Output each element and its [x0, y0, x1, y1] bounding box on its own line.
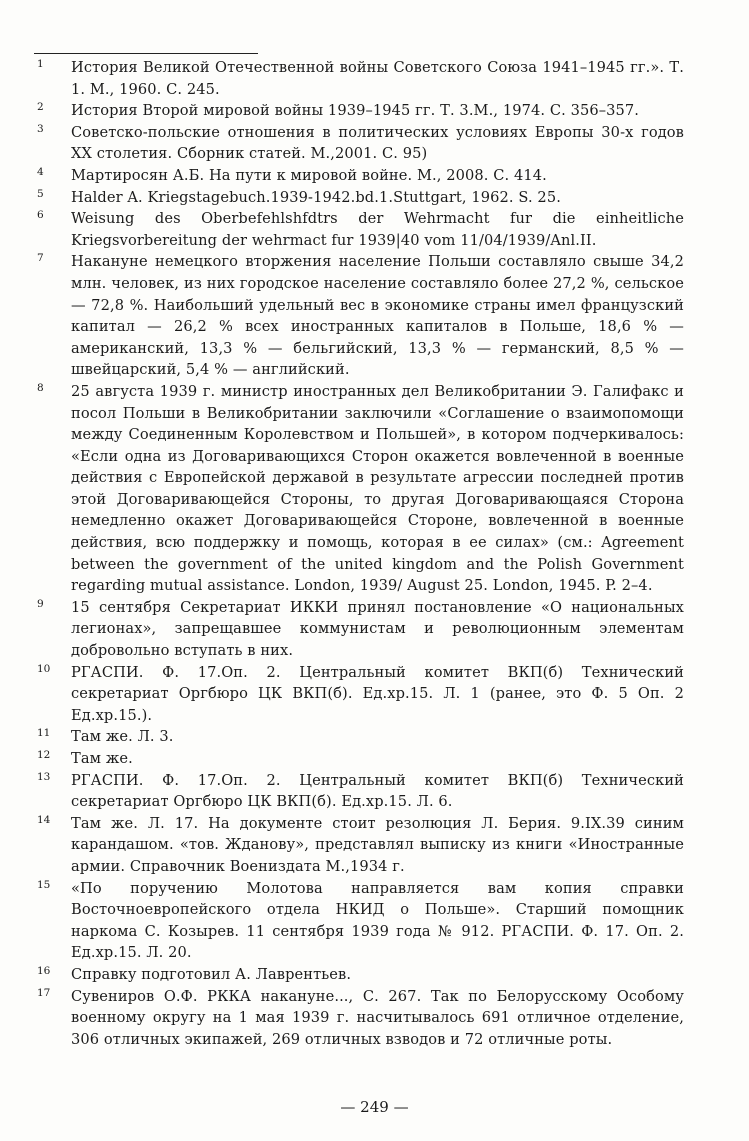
footnote-text: Накануне немецкого вторжения население Польши составляло свыше 34,2 млн. человек, из них городское население составляло более 27,2 %, сельское — 72,8 %. Наибольший удельный вес в экономике страны имел французский капитал — 26,2 % всех иностранных капиталов в Польше, 18,6 % — американский, 13,3 % — бельгийский, 13,3 % — германский, 8,5 % — швейцарский, 5,4 % — английский.: [71, 253, 684, 379]
footnote-text: Там же. Л. 17. На документе стоит резолюция Л. Берия. 9.IX.39 синим карандашом. «тов. Жданову», представлял выписку из книги «Иностранные армии. Справочник Воениздата М.,1934 г.: [71, 814, 684, 875]
footnote-text: Там же. Л. 3.: [71, 728, 174, 746]
footnote-number: 11: [37, 727, 51, 740]
footnote-7: [34, 251, 684, 381]
footnote-13: [34, 770, 684, 813]
footnote-text: «По поручению Молотова направляется вам копия справки Восточноевропейского отдела НКИД о Польше». Старший помощник наркома С. Козырев. 11 сентября 1939 года № 912. РГАСПИ. Ф. 17. Оп. 2. Ед.хр.15. Л. 20.: [71, 879, 684, 962]
footnote-8: [34, 381, 684, 597]
footnote-number: 14: [37, 813, 51, 826]
footnote-2: [34, 100, 684, 122]
footnote-text: Мартиросян А.Б. На пути к мировой войне. М., 2008. С. 414.: [71, 166, 547, 184]
footnote-text: РГАСПИ. Ф. 17.Оп. 2. Центральный комитет ВКП(б) Технический секретариат Оргбюро ЦК ВКП(б). Ед.хр.15. Л. 1 (ранее, это Ф. 5 Оп. 2 Ед.хр.15.).: [71, 663, 684, 724]
footnote-number: 7: [37, 252, 44, 265]
footnote-separator: [34, 53, 258, 54]
footnote-9: [34, 597, 684, 662]
footnote-number: 8: [37, 381, 44, 394]
footnote-12: [34, 748, 684, 770]
footnote-number: 4: [37, 165, 44, 178]
footnote-number: 9: [37, 597, 44, 610]
footnote-number: 17: [37, 986, 51, 999]
footnote-text: Halder A. Kriegstagebuch.1939-1942.bd.1.Stuttgart, 1962. S. 25.: [71, 188, 561, 206]
footnote-11: [34, 726, 684, 748]
footnotes-list: [34, 57, 684, 1050]
footnote-text: Справку подготовил А. Лаврентьев.: [71, 965, 352, 983]
footnote-1: [34, 57, 684, 100]
footnote-number: 2: [37, 101, 44, 114]
footnote-3: [34, 122, 684, 165]
footnote-number: 13: [37, 770, 51, 783]
footnote-number: 15: [37, 878, 51, 891]
footnote-number: 1: [37, 58, 44, 70]
footnote-text: Там же.: [71, 750, 133, 767]
footnote-text: История Второй мировой войны 1939–1945 гг. Т. 3.М., 1974. С. 356–357.: [71, 102, 640, 120]
footnote-15: [34, 878, 684, 964]
footnote-text: История Великой Отечественной войны Советского Союза 1941–1945 гг.». Т. 1. М., 1960. С. 245.: [71, 59, 684, 98]
footnote-number: 3: [37, 122, 44, 135]
footnote-number: 12: [37, 749, 51, 761]
footnote-number: 16: [37, 964, 51, 977]
footnote-text: 15 сентября Секретариат ИККИ принял постановление «О национальных легионах», запрещавшее коммунистам и революционным элементам добровольно вступать в них.: [71, 598, 684, 660]
page-number: — 249 —: [340, 1098, 409, 1116]
footnote-text: РГАСПИ. Ф. 17.Оп. 2. Центральный комитет ВКП(б) Технический секретариат Оргбюро ЦК ВКП(б). Ед.хр.15. Л. 6.: [71, 771, 684, 811]
footnote-number: 6: [37, 209, 44, 222]
footnote-16: [34, 964, 684, 986]
footnote-6: [34, 208, 684, 251]
footnote-17: [34, 986, 684, 1051]
footnote-text: Сувениров О.Ф. РККА накануне..., С. 267. Так по Белорусскому Особому военному округу на 1 мая 1939 г. насчитывалось 691 отличное отделение, 306 отличных экипажей, 269 отличных взводов и 72 отличные роты.: [71, 987, 684, 1048]
footnote-number: 5: [37, 187, 44, 200]
footnote-text: Советско-польские отношения в политических условиях Европы 30-х годов XX столетия. Сборник статей. М.,2001. С. 95): [71, 123, 684, 163]
footnote-14: [34, 813, 684, 878]
footnote-text: 25 августа 1939 г. министр иностранных дел Великобритании Э. Галифакс и посол Польши в Великобритании заключили «Соглашение о взаимопомощи между Соединенным Королевством и Польшей», в котором подчеркивалось: «Если одна из Договаривающихся Сторон окажется вовлеченной в военные действия с Европейской державой в результате агрессии последней против этой Договаривающейся Стороны, то другая Договаривающаяся Сторона немедленно окажет Договаривающейся Стороне, вовлеченной в военные действия, всю поддержку и помощь, которая в ее силах» (см.: Agreement between the government of the united kingdom and the Polish Government regarding mutual assistance. London, 1939/ August 25. London, 1945. P. 2–4.: [71, 382, 684, 595]
footnote-10: [34, 662, 684, 727]
footnote-number: 10: [37, 662, 51, 675]
footnote-5: [34, 187, 684, 209]
footnote-4: [34, 165, 684, 187]
footnote-text: Weisung des Oberbefehlshfdtrs der Wehrmacht fur die einheitliche Kriegsvorbereitung der wehrmact fur 1939|40 vom 11/04/1939/Anl.II.: [71, 210, 684, 249]
